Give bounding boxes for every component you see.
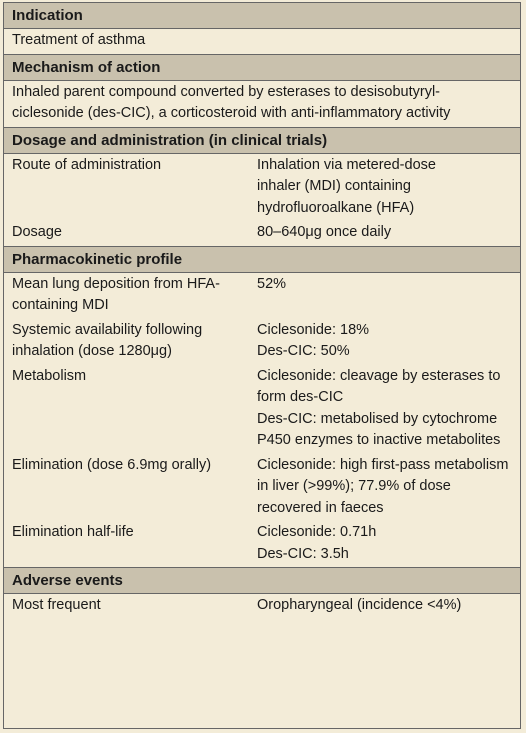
mechanism-text: Inhaled parent compound converted by esterases to desisobutyryl-ciclesonide (des-CIC), a corticosteroid with anti-inflammatory activity — [12, 83, 451, 121]
adverse-label: Most frequent — [12, 597, 101, 613]
section-header-mechanism: Mechanism of action — [4, 55, 520, 81]
pk-label: Elimination half-life — [12, 524, 134, 540]
pk-value — [257, 274, 512, 317]
dosage-label: Dosage — [12, 224, 62, 240]
pk-value-line: 52% — [257, 275, 287, 292]
pk-value — [257, 366, 512, 452]
dosage-label: Route of administration — [12, 156, 162, 173]
pk-row-lung-deposition — [4, 273, 520, 319]
pk-value-line: Ciclesonide: cleavage by esterases to form des-CIC — [257, 367, 501, 405]
section-header-dosage: Dosage and administration (in clinical trials) — [4, 128, 520, 154]
section-header-adverse-events: Adverse events — [4, 568, 520, 594]
indication-row — [4, 29, 520, 55]
pk-value-line: Ciclesonide: 0.71h — [257, 524, 377, 540]
pk-value — [257, 320, 512, 363]
section-header-indication: Indication — [4, 3, 520, 29]
pk-value-line: Des-CIC: metabolised by cytochrome P450 enzymes to inactive metabolites — [257, 410, 501, 448]
pk-value-line: Des-CIC: 50% — [257, 343, 350, 359]
dosage-value: 80–640μg once daily — [257, 224, 392, 240]
pk-label: Metabolism — [12, 367, 87, 384]
mechanism-row — [4, 81, 520, 128]
indication-text: Treatment of asthma — [12, 32, 146, 48]
pk-value — [257, 455, 512, 520]
pk-value — [257, 522, 512, 565]
pk-value-line: Des-CIC: 3.5h — [257, 545, 349, 562]
drug-profile-table — [3, 2, 521, 729]
pk-row-systemic-availability — [4, 319, 520, 365]
pk-row-metabolism — [4, 365, 520, 454]
pk-row-half-life — [4, 521, 520, 568]
dosage-row-dosage — [4, 221, 520, 247]
pk-label: Mean lung deposition from HFA-containing MDI — [12, 275, 220, 313]
pk-label: Elimination (dose 6.9mg orally) — [12, 456, 212, 473]
dosage-row-route — [4, 154, 520, 222]
pk-value-line: Ciclesonide: 18% — [257, 321, 370, 338]
pk-label: Systemic availability following inhalation (dose 1280μg) — [12, 321, 203, 359]
adverse-row-most-frequent — [4, 594, 520, 619]
pk-value-line: Ciclesonide: high first-pass metabolism in liver (>99%); 77.9% of dose recovered in faeces — [257, 456, 509, 516]
pk-row-elimination — [4, 454, 520, 522]
adverse-value: Oropharyngeal (incidence <4%) — [257, 597, 462, 613]
section-header-pharmacokinetics: Pharmacokinetic profile — [4, 247, 520, 273]
dosage-value: Inhalation via metered-dose inhaler (MDI) containing hydrofluoroalkane (HFA) — [257, 156, 436, 216]
